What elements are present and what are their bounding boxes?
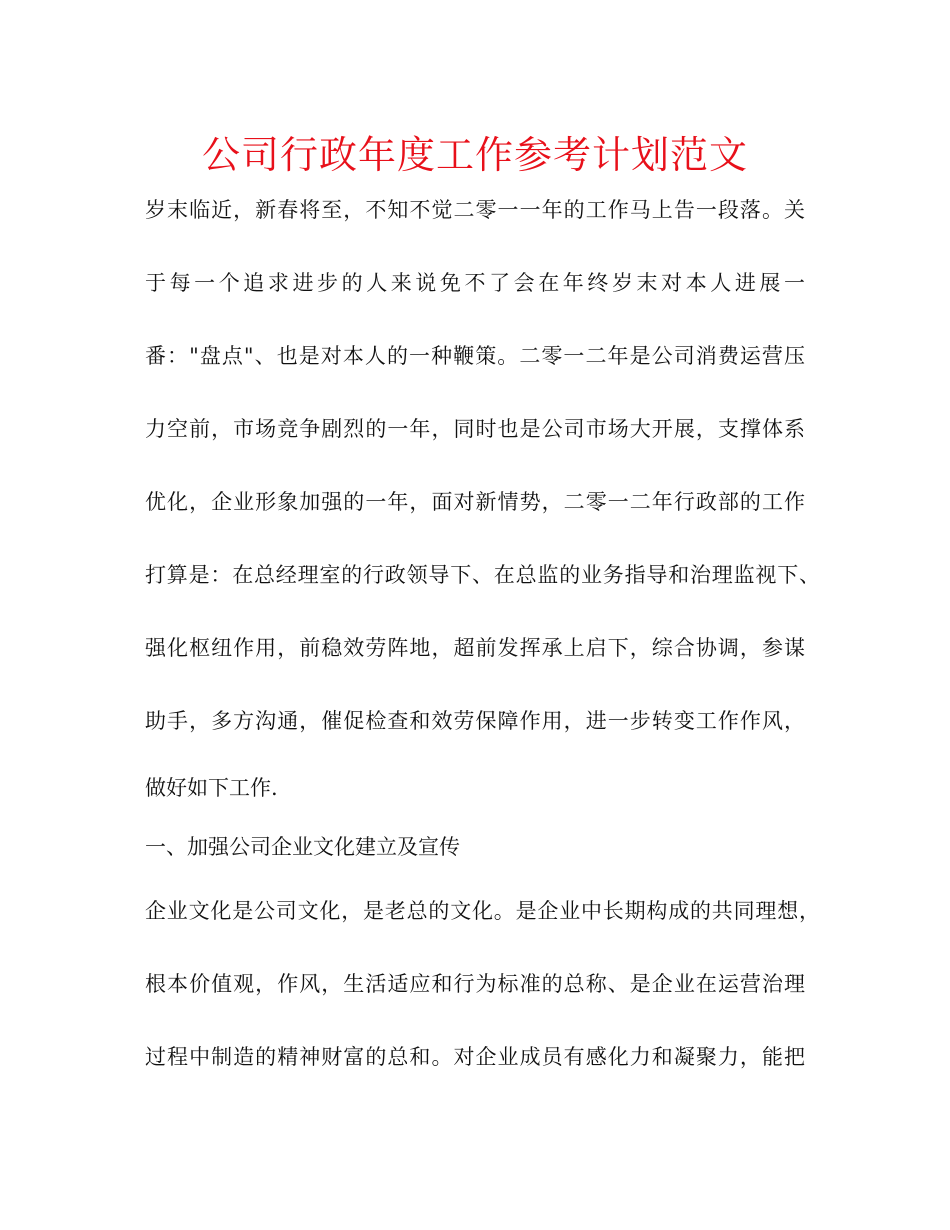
paragraph-line-2: 于每一个追求进步的人来说免不了会在年终岁末对本人进展一 — [145, 271, 805, 295]
paragraph-line-5: 优化，企业形象加强的一年，面对新情势，二零一二年行政部的工作 — [145, 490, 805, 514]
paragraph-line-6: 打算是：在总经理室的行政领导下、在总监的业务指导和治理监视下、 — [145, 563, 820, 587]
paragraph-line-3: 番："盘点"、也是对本人的一种鞭策。二零一二年是公司消费运营压 — [145, 344, 805, 368]
paragraph2-line-1: 企业文化是公司文化，是老总的文化。是企业中长期构成的共同理想， — [145, 899, 820, 923]
section-heading-1: 一、加强公司企业文化建立及宣传 — [145, 835, 460, 859]
paragraph-line-4: 力空前，市场竞争剧烈的一年，同时也是公司市场大开展，支撑体系 — [145, 417, 805, 441]
paragraph-line-9: 做好如下工作. — [145, 776, 278, 800]
paragraph-line-8: 助手，多方沟通，催促检查和效劳保障作用，进一步转变工作作风， — [145, 709, 805, 733]
paragraph-line-7: 强化枢纽作用，前稳效劳阵地，超前发挥承上启下，综合协调，参谋 — [145, 636, 805, 660]
document-title: 公司行政年度工作参考计划范文 — [201, 133, 748, 177]
paragraph-line-1: 岁末临近，新春将至，不知不觉二零一一年的工作马上告一段落。关 — [145, 198, 805, 222]
paragraph2-line-3: 过程中制造的精神财富的总和。对企业成员有感化力和凝聚力，能把 — [145, 1045, 805, 1069]
paragraph2-line-2: 根本价值观，作风，生活适应和行为标准的总称、是企业在运营治理 — [145, 972, 805, 996]
